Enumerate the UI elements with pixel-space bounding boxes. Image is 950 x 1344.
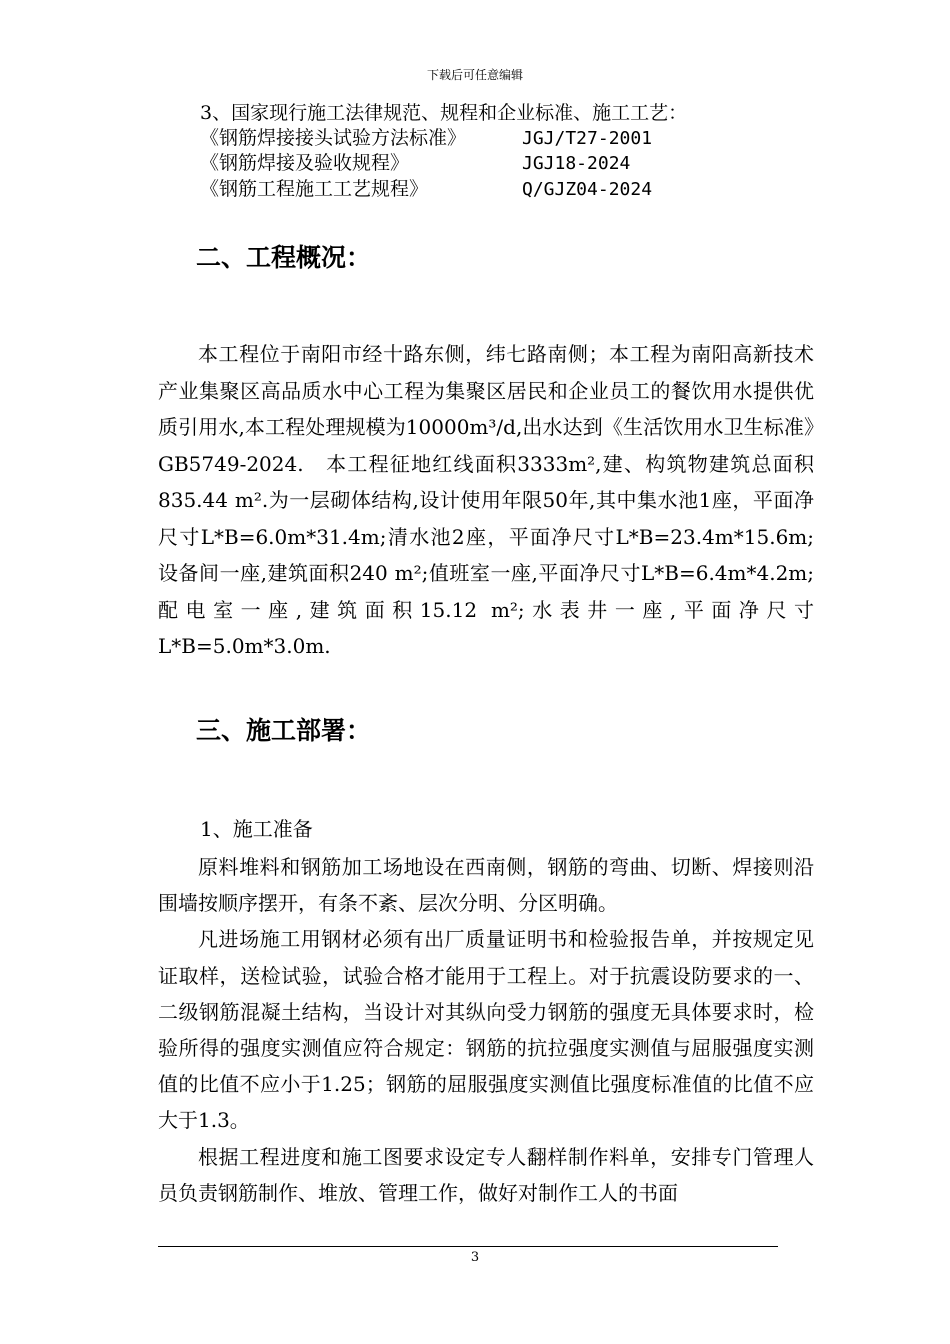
reference-name: 《钢筋焊接及验收规程》 bbox=[200, 152, 410, 174]
section-heading-deployment: 三、施工部署： bbox=[196, 716, 372, 745]
paragraph: 根据工程进度和施工图要求设定专人翻样制作料单，安排专门管理人员负责钢筋制作、堆放、管理工作，做好对制作工人的书面 bbox=[158, 1144, 814, 1205]
paragraph: 原料堆料和钢筋加工场地设在西南侧，钢筋的弯曲、切断、焊接则沿围墙按顺序摆开，有条不紊、层次分明、分区明确。 bbox=[158, 855, 814, 916]
reference-code: Q/GJZ04-2024 bbox=[522, 178, 653, 200]
references-intro: 3、国家现行施工法律规范、规程和企业标准、施工工艺： bbox=[200, 102, 688, 124]
reference-name: 《钢筋工程施工工艺规程》 bbox=[200, 177, 429, 200]
reference-item bbox=[200, 126, 687, 152]
reference-item bbox=[200, 177, 687, 203]
footer-divider bbox=[158, 1246, 778, 1247]
reference-code: JGJ18-2024 bbox=[522, 153, 631, 174]
project-overview-paragraph: 本工程位于南阳市经十路东侧，纬七路南侧；本工程为南阳高新技术产业集聚区高品质水中心工程为集聚区居民和企业员工的餐饮用水提供优质引用水,本工程处理规模为10000m³/d,出水达到《生活饮用水卫生标准》GB5749-2024. 本工程征地红线面积3333m²,建、构筑物建筑总面积835.44 m².为一层砌体结构,设计使用年限50年,其中集水池1座，平面净尺寸L*B=6.0m*31.4m;清水池2座，平面净尺寸L*B=23.4m*15.6m;设备间一座,建筑面积240 m²;值班室一座,平面净尺寸L*B=6.4m*4.2m;配电室一座,建筑面积15.12 m²;水表井一座,平面净尺寸L*B=5.0m*3.0m. bbox=[158, 342, 814, 658]
standards-references bbox=[200, 101, 687, 202]
section-heading-overview: 二、工程概况： bbox=[196, 243, 372, 272]
paragraph: 凡进场施工用钢材必须有出厂质量证明书和检验报告单，并按规定见证取样，送检试验，试验合格才能用于工程上。对于抗震设防要求的一、二级钢筋混凝土结构，当设计对其纵向受力钢筋的强度无具体要求时，检验所得的强度实测值应符合规定：钢筋的抗拉强度实测值与屈服强度实测值的比值不应小于1.25；钢筋的屈服强度实测值比强度标准值的比值不应大于1.3。 bbox=[158, 927, 814, 1133]
subsection-heading-preparation: 1、施工准备 bbox=[200, 817, 313, 841]
reference-item bbox=[200, 151, 687, 177]
page-number: 3 bbox=[470, 1250, 480, 1265]
reference-name: 《钢筋焊接接头试验方法标准》 bbox=[200, 126, 467, 149]
reference-code: JGJ/T27-2001 bbox=[522, 127, 653, 149]
page-header: 下载后可任意编辑 bbox=[426, 68, 523, 82]
preparation-body bbox=[158, 849, 814, 1211]
